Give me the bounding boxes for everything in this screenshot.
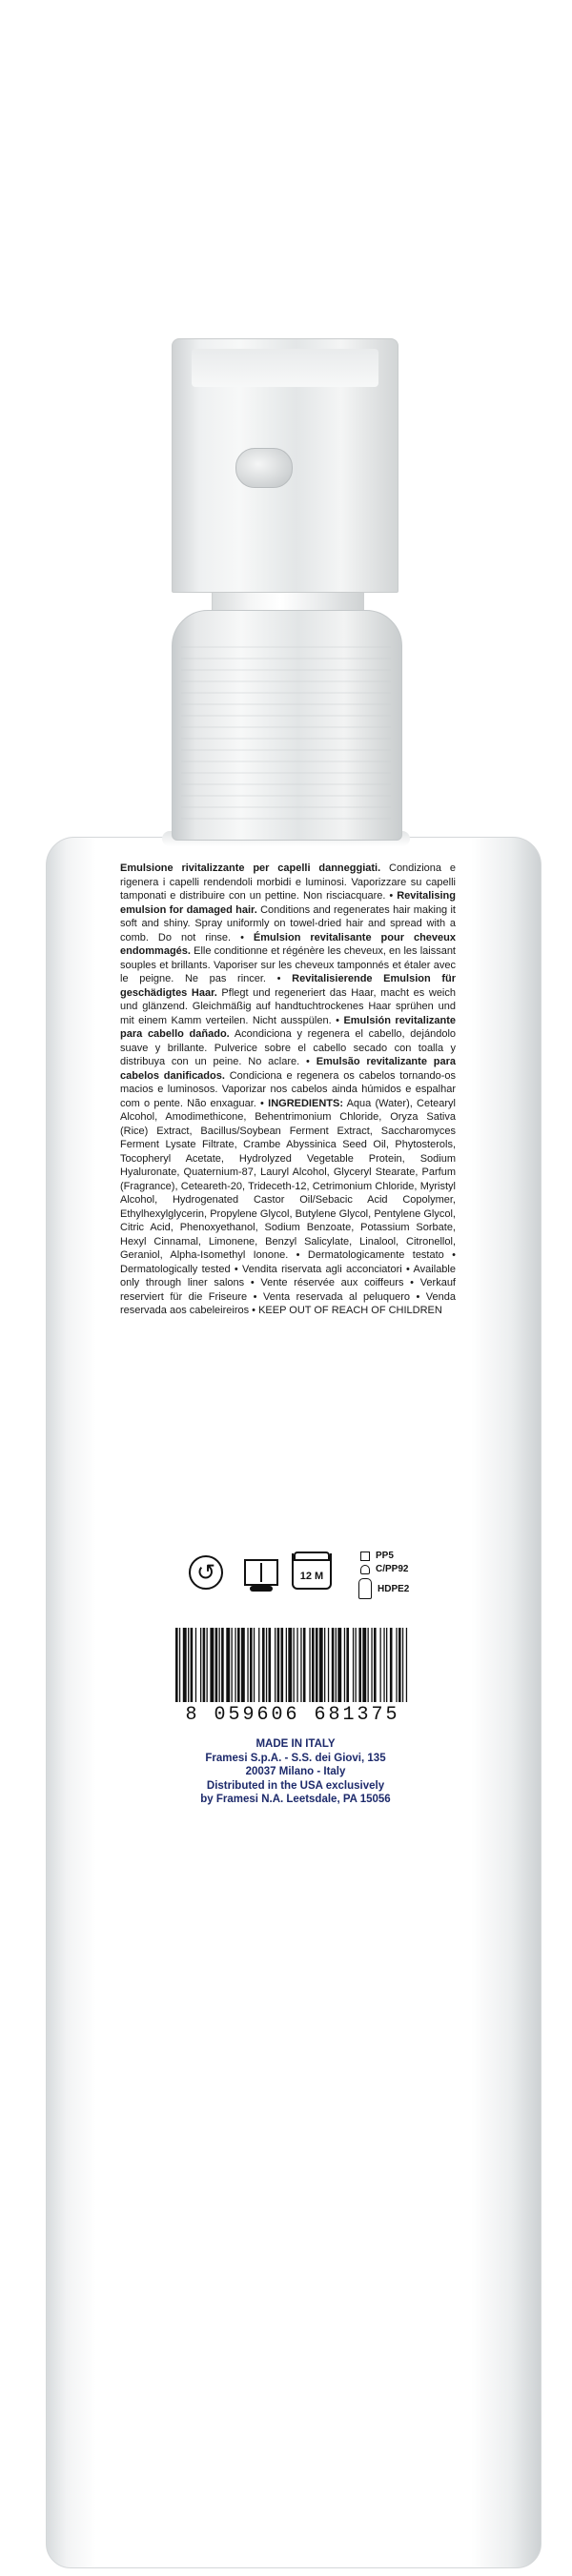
barcode-bar <box>277 1628 280 1702</box>
barcode-digits: 8 059606 681375 <box>185 1704 400 1726</box>
pao-label: 12 M <box>299 1571 324 1582</box>
barcode-bar <box>362 1628 366 1702</box>
barcode-bar <box>262 1628 265 1702</box>
german-body: Pflegt und regeneriert das Haar, macht es weich und glänzend. Gleichmäßig auf handtuchtrockenes Haar sprühen und mit einem Kamm verteilen. Nicht ausspülen. • <box>120 986 456 1026</box>
bottle-icon <box>358 1578 372 1599</box>
warnings-text: Dermatologicamente testato • Dermatologically tested • Vendita riservata agli acconciatori • Available only through liner salons • Vente réservée aux coiffeurs • Verkauf reserviert für die Friseure • Venta reservada al peluquero • Venda reservada aos cabeleireiros • KEEP OUT OF REACH OF CHILDREN <box>120 1249 456 1316</box>
barcode-bar <box>328 1628 329 1702</box>
recycle-icon <box>189 1555 223 1590</box>
barcode-bar <box>344 1628 345 1702</box>
barcode-bar <box>353 1628 354 1702</box>
hand-icon <box>250 1586 273 1592</box>
barcode-bar <box>346 1628 349 1702</box>
portuguese-title: Emulsão revitalizante para cabelos danificados. <box>120 1056 456 1082</box>
barcode-bar <box>258 1628 259 1702</box>
english-title: Revitalising emulsion for damaged hair. <box>120 890 456 916</box>
barcode-bar <box>215 1628 218 1702</box>
barcode-bar <box>241 1628 245 1702</box>
usa-distribution: Distributed in the USA exclusively <box>206 1779 385 1792</box>
barcode-bar <box>266 1628 267 1702</box>
back-label-text <box>120 862 456 1318</box>
french-title: Émulsion revitalisante pour cheveux endommagés. <box>120 931 456 957</box>
hdpe2-label: HDPE2 <box>378 1584 410 1594</box>
barcode-bar <box>396 1628 397 1702</box>
barcode-bar <box>195 1628 196 1702</box>
barcode-bar <box>203 1628 206 1702</box>
barcode-bar <box>358 1628 361 1702</box>
manufacturer-info <box>162 1737 429 1807</box>
barcode-bar <box>183 1628 187 1702</box>
barcode-bar <box>286 1628 287 1702</box>
barcode-bar <box>380 1628 381 1702</box>
barcode-bar <box>319 1628 323 1702</box>
company-city: 20037 Milano - Italy <box>245 1766 346 1777</box>
barcode-bar <box>316 1628 318 1702</box>
barcode-bar <box>191 1628 194 1702</box>
barcode-bar <box>281 1628 284 1702</box>
barcode-bar <box>374 1628 377 1702</box>
barcode-bar <box>250 1628 253 1702</box>
barcode-bar <box>219 1628 220 1702</box>
barcode-bar <box>226 1628 230 1702</box>
barcode-bar <box>402 1628 403 1702</box>
usa-distributor: by Framesi N.A. Leetsdale, PA 15056 <box>200 1794 391 1805</box>
german-title: Revitalisierende Emulsion für geschädigtes Haar. <box>120 973 456 999</box>
barcode-bar <box>188 1628 189 1702</box>
jar-lid-icon <box>294 1552 330 1561</box>
barcode-bar <box>309 1628 310 1702</box>
barcode-bar <box>337 1628 341 1702</box>
barcode-bar <box>296 1628 297 1702</box>
english-body: Conditions and regenerates hair making it soft and shiny. Spray uniformly on towel-dried hair and spread with a comb. Do not rinse. • <box>120 903 456 943</box>
barcode-bar <box>386 1628 387 1702</box>
barcode-bar <box>175 1628 178 1702</box>
made-in-italy: MADE IN ITALY <box>255 1738 336 1750</box>
barcode-bar <box>207 1628 208 1702</box>
barcode-bar <box>300 1628 301 1702</box>
company-address: Framesi S.p.A. - S.S. dei Giovi, 135 <box>205 1752 386 1764</box>
pp5-label: PP5 <box>376 1551 394 1561</box>
barcode-bar <box>275 1628 276 1702</box>
barcode-bar <box>368 1628 369 1702</box>
spray-nozzle <box>235 448 293 488</box>
barcode-bar <box>254 1628 255 1702</box>
barcode-bar <box>269 1628 272 1702</box>
collar-ridges <box>181 637 391 827</box>
cpp92-label: C/PP92 <box>376 1564 409 1574</box>
barcode <box>175 1628 408 1702</box>
barcode-bar <box>179 1628 180 1702</box>
barcode-bar <box>356 1628 357 1702</box>
barcode-bar <box>383 1628 384 1702</box>
barcode-bar <box>210 1628 214 1702</box>
spanish-body: Acondiciona y regenera el cabello, dejándolo suave y brillante. Pulverice sobre el cabello secado con toalla y distribuya con un peine. No aclare. • <box>120 1028 457 1067</box>
barcode-bar <box>232 1628 233 1702</box>
barcode-bar <box>406 1628 407 1702</box>
barcode-bar <box>221 1628 224 1702</box>
italian-title: Emulsione rivitalizzante per capelli danneggiati. <box>120 862 381 874</box>
portuguese-body: Condiciona e regenera os cabelos tornando-os macios e luminosos. Vaporizar nos cabelos ainda húmidos e espalhar com o pente. Não enxaguar. • <box>120 1069 456 1109</box>
spanish-title: Emulsión revitalizante para cabello dañado. <box>120 1014 456 1040</box>
packaging-symbols <box>189 1552 475 1609</box>
open-book-icon <box>244 1559 278 1586</box>
ingredients-list: Aqua (Water), Cetearyl Alcohol, Amodimethicone, Behentrimonium Chloride, Oryza Sativa (Rice) Extract, Bacillus/Soybean Ferment Extract, Saccharomyces Ferment Lysate Filtrate, Crambe Abyssinica Seed Oil, Phytosterols, Tocopheryl Acetate, Hydrolyzed Vegetable Protein, Sodium Hyaluronate, Quaternium-87, Lauryl Alcohol, Glyceryl Stearate, Parfum (Fragrance), Ceteareth-20, Trideceth-12, Cetrimonium Chloride, Myristyl Alcohol, Hydrogenated Castor Oil/Sebacic Acid Copolymer, Ethylhexylglycerin, Propylene Glycol, Butylene Glycol, Pentylene Glycol, Citric Acid, Phenoxyethanol, Sodium Benzoate, Potassium Sorbate, Hexyl Cinnamal, Limonene, Benzyl Salicylate, Linalool, Citronellol, Geraniol, Alpha-Isomethyl Ionone. • <box>120 1097 456 1261</box>
barcode-bar <box>294 1628 295 1702</box>
barcode-bar <box>288 1628 292 1702</box>
italian-body: Condiziona e rigenera i capelli rendendoli morbidi e luminosi. Vaporizzare su capelli tamponati e distribuire con un pettine. Non risciacquare. • <box>120 862 456 902</box>
cap-icon <box>360 1565 370 1574</box>
barcode-bar <box>336 1628 337 1702</box>
barcode-bar <box>237 1628 240 1702</box>
french-body: Elle conditionne et régénère les cheveux, en les laissant souples et brillants. Vaporiser sur les cheveux tamponnés et étaler avec le peigne. Ne pas rincer. • <box>120 945 456 984</box>
barcode-bar <box>324 1628 325 1702</box>
barcode-bar <box>371 1628 372 1702</box>
barcode-bar <box>332 1628 335 1702</box>
barcode-bar <box>303 1628 306 1702</box>
ingredients-title: INGREDIENTS: <box>268 1097 343 1109</box>
barcode-bar <box>390 1628 393 1702</box>
barcode-bar <box>312 1628 315 1702</box>
barcode-bar <box>200 1628 201 1702</box>
barcode-bar <box>398 1628 401 1702</box>
box-icon <box>360 1552 370 1561</box>
barcode-bar <box>247 1628 248 1702</box>
